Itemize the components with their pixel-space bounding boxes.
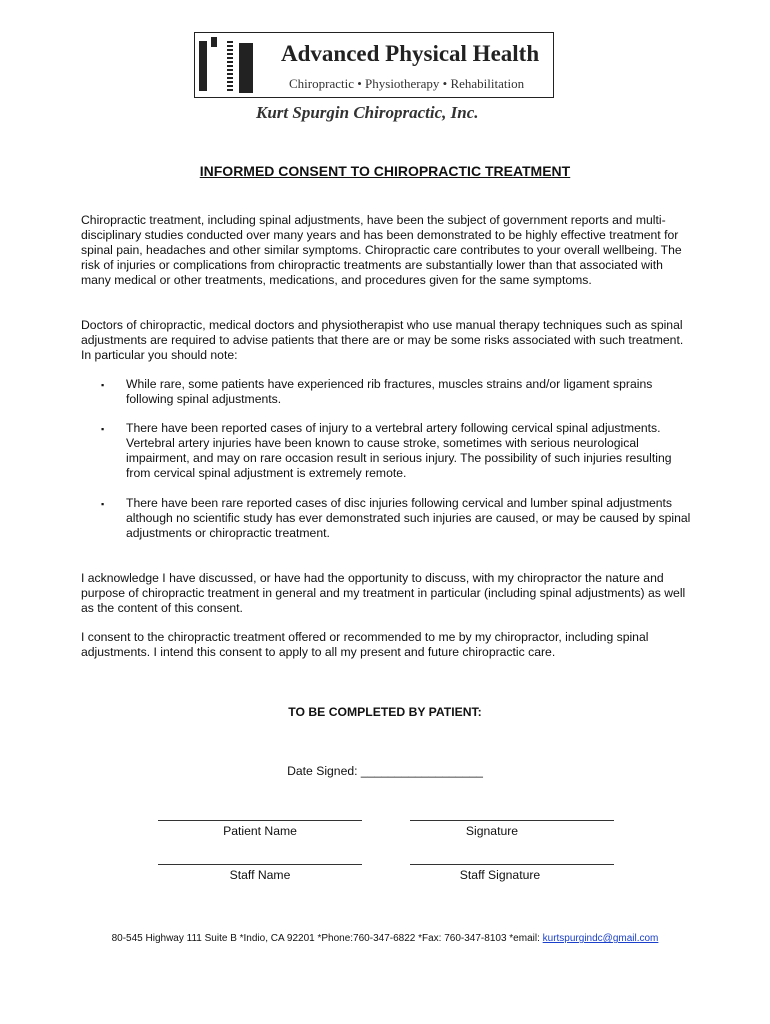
staff-signature-line[interactable] bbox=[410, 864, 614, 865]
signature-label: Signature bbox=[465, 824, 519, 838]
company-logo bbox=[194, 32, 554, 98]
bullet-marker: ▪ bbox=[101, 380, 105, 390]
bullet-marker: ▪ bbox=[101, 424, 105, 434]
date-signed-field[interactable]: Date Signed: __________________ bbox=[287, 764, 483, 778]
document-title: INFORMED CONSENT TO CHIROPRACTIC TREATMENT bbox=[199, 163, 571, 179]
clinic-name: Kurt Spurgin Chiropractic, Inc. bbox=[256, 103, 479, 122]
bullet-marker: ▪ bbox=[101, 499, 105, 509]
patient-section-heading: TO BE COMPLETED BY PATIENT: bbox=[288, 705, 482, 719]
consent-paragraph: I consent to the chiropractic treatment offered or recommended to me by my chiropractor, including spinal adjustments. I intend this consent to apply to all my present and future chiropractic care. bbox=[81, 630, 649, 659]
patient-name-label: Patient Name bbox=[223, 824, 297, 838]
signature-line[interactable] bbox=[410, 820, 614, 821]
footer-address: 80-545 Highway 111 Suite B *Indio, CA 92201 *Phone:760-347-6822 *Fax: 760-347-8103 *email: bbox=[111, 933, 543, 944]
company-services: Chiropractic • Physiotherapy • Rehabilitation bbox=[289, 76, 525, 91]
email-link[interactable]: kurtspurgindc@gmail.com bbox=[542, 933, 659, 944]
bullet-item: While rare, some patients have experienced rib fractures, muscles strains and/or ligament sprains following spinal adjustments. bbox=[126, 377, 653, 406]
spine-logo-icon bbox=[197, 35, 259, 95]
bullet-item: There have been rare reported cases of disc injuries following cervical and lumber spinal adjustments although no scientific study has ever demonstrated such injuries are caused, or may be caused by spinal adjustments or chiropractic treatment. bbox=[126, 496, 691, 540]
risk-paragraph: Doctors of chiropractic, medical doctors and physiotherapist who use manual therapy techniques such as spinal adjustments are required to advise patients that there are or may be some risks associated with such treatment. In particular you should note: bbox=[81, 318, 684, 362]
bullet-item: There have been reported cases of injury to a vertebral artery following cervical spinal adjustments. Vertebral artery injuries have been known to cause stroke, sometimes with serious neurological impairment, and may on rare occasion result in serious injury. The possibility of such injuries resulting from cervical spinal adjustment is extremely remote. bbox=[126, 421, 672, 480]
patient-name-line[interactable] bbox=[158, 820, 362, 821]
staff-name-line[interactable] bbox=[158, 864, 362, 865]
staff-name-label: Staff Name bbox=[229, 868, 291, 882]
footer-contact bbox=[0, 933, 770, 944]
intro-paragraph: Chiropractic treatment, including spinal adjustments, have been the subject of government reports and multi-disciplinary studies conducted over many years and has been demonstrated to be highly effective treatment for spinal pain, headaches and other similar symptoms. Chiropractic care contributes to your overall wellbeing. The risk of injuries or complications from chiropractic treatments are substantially lower than that associated with many medical or other treatments, medications, and procedures given for the same symptoms. bbox=[81, 213, 682, 287]
company-name: Advanced Physical Health bbox=[281, 41, 540, 66]
acknowledge-paragraph: I acknowledge I have discussed, or have had the opportunity to discuss, with my chiropractor the nature and purpose of chiropractic treatment in general and my treatment in particular (including spinal adjustments) as well as the content of this consent. bbox=[81, 571, 686, 615]
staff-signature-label: Staff Signature bbox=[459, 868, 541, 882]
